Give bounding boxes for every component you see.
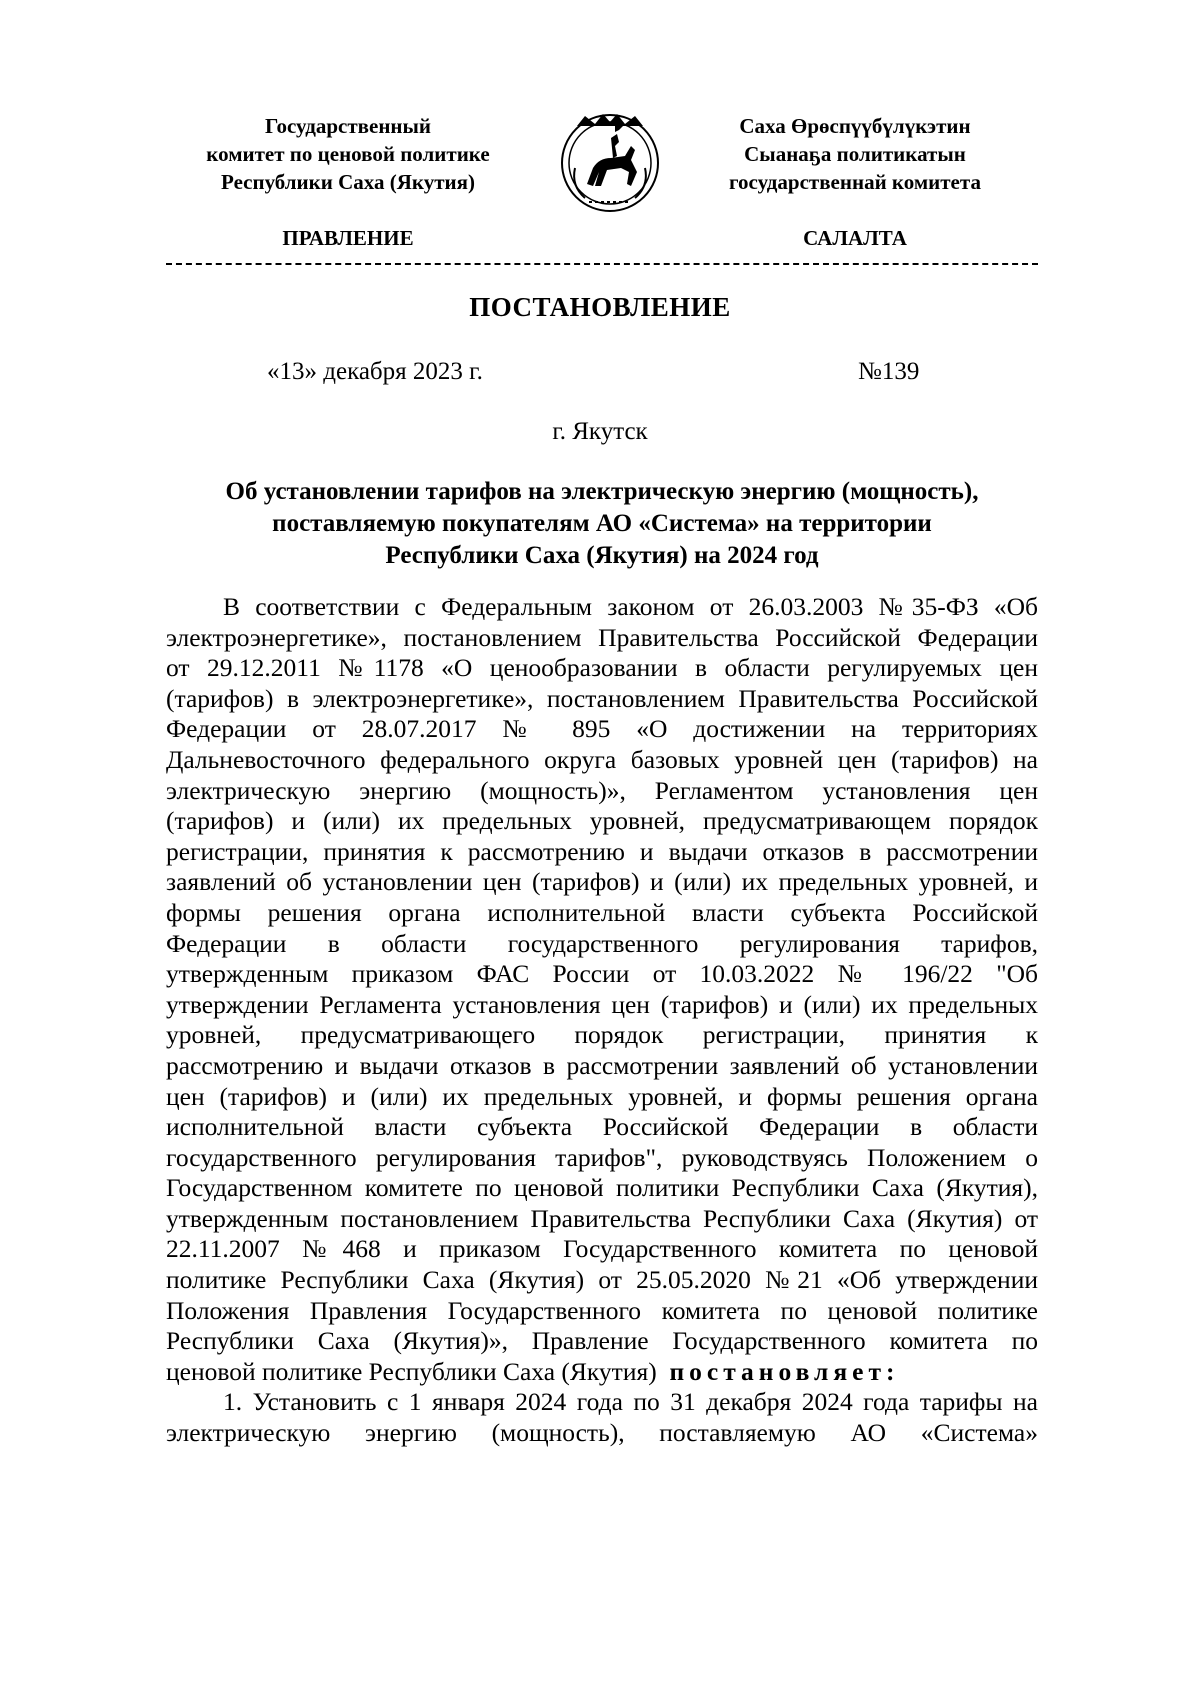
committee-name-line: государственнай комитета: [729, 170, 981, 194]
body-line: уровней, предусматривающего порядок регистрации, принятия к: [166, 1020, 1038, 1050]
body-line: Федерации от 28.07.2017 № 895 «О достижении на территориях: [166, 714, 1038, 744]
body-line: Государственном комитете по ценовой политики Республики Саха (Якутия),: [166, 1173, 1038, 1203]
committee-name-russian: [178, 112, 518, 196]
document-body: [166, 592, 1038, 1449]
document-title: ПОСТАНОВЛЕНИЕ: [469, 292, 731, 322]
document-number: №139: [858, 358, 920, 385]
committee-name-line: Сыанаҕа политикатын: [744, 142, 966, 166]
item-line: 1. Установить с 1 января 2024 года по 31 декабря 2024 года тарифы на: [223, 1387, 1038, 1417]
body-line: Дальневосточного федерального округа базовых уровней цен (тарифов) на: [166, 744, 1038, 774]
body-line: 22.11.2007 №468 и приказом Государственного комитета по ценовой: [166, 1234, 1038, 1264]
subject-line: поставляемую покупателям АО «Система» на территории: [272, 510, 932, 537]
preamble-end: ценовой политике Республики Саха (Якутия): [166, 1356, 657, 1386]
document-city: г. Якутск: [552, 418, 648, 445]
body-line: регистрации, принятия к рассмотрению и выдачи отказов в рассмотрении: [166, 836, 1038, 866]
body-line: (тарифов) в электроэнергетике», постановлением Правительства Российской: [166, 683, 1038, 713]
body-line-resolution: [166, 1357, 1038, 1388]
body-line: государственного регулирования тарифов", руководствуясь Положением о: [166, 1142, 1038, 1172]
coat-of-arms-icon: [555, 106, 665, 216]
document-subject: [166, 476, 1038, 572]
body-line: (тарифов) и (или) их предельных уровней, предусматривающем порядок: [166, 806, 1038, 836]
document-date: «13» декабря 2023 г.: [267, 358, 483, 385]
committee-name-line: комитет по ценовой политике: [206, 142, 490, 166]
body-line: утверждении Регламента установления цен (тарифов) и (или) их предельных: [166, 989, 1038, 1019]
body-line: утвержденным постановлением Правительства Республики Саха (Якутия) от: [166, 1203, 1038, 1233]
committee-name-line: Саха Өрөспүүбүлүкэтин: [739, 114, 971, 138]
body-line: утвержденным приказом ФАС России от 10.03.2022 № 196/22 "Об: [166, 959, 1038, 989]
body-line: рассмотрению и выдачи отказов в рассмотрении заявлений об установлении: [166, 1050, 1038, 1080]
body-line: от 29.12.2011 №1178 «О ценообразовании в области регулируемых цен: [166, 653, 1038, 683]
subject-line: Республики Саха (Якутия) на 2024 год: [385, 542, 819, 569]
board-label-russian: ПРАВЛЕНИЕ: [282, 226, 414, 250]
resolves-word: постановляет:: [669, 1356, 900, 1386]
body-line: цен (тарифов) и (или) их предельных уровней, и формы решения органа: [166, 1081, 1038, 1111]
item-line: электрическую энергию (мощность), поставляемую АО «Система»: [166, 1418, 1038, 1448]
body-line: Положения Правления Государственного комитета по ценовой политике: [166, 1295, 1038, 1325]
header-divider: [166, 249, 1038, 265]
body-line: электроэнергетике», постановлением Правительства Российской Федерации: [166, 622, 1038, 652]
body-line: исполнительной власти субъекта Российской Федерации в области: [166, 1112, 1038, 1142]
committee-name-line: Государственный: [264, 114, 432, 138]
body-line: политике Республики Саха (Якутия) от 25.05.2020 №21 «Об утверждении: [166, 1265, 1038, 1295]
body-line: Республики Саха (Якутия)», Правление Государственного комитета по: [166, 1326, 1038, 1356]
body-line: заявлений об установлении цен (тарифов) и (или) их предельных уровней, и: [166, 867, 1038, 897]
subject-line: Об установлении тарифов на электрическую энергию (мощность),: [225, 478, 979, 505]
body-line: Федерации в области государственного регулирования тарифов,: [166, 928, 1038, 958]
board-label-sakha: САЛАЛТА: [803, 226, 907, 250]
body-line: электрическую энергию (мощность)», Регламентом установления цен: [166, 775, 1038, 805]
body-line: формы решения органа исполнительной власти субъекта Российской: [166, 897, 1038, 927]
body-line: В соответствии с Федеральным законом от 26.03.2003 №35-ФЗ «Об: [223, 592, 1038, 621]
committee-name-line: Республики Саха (Якутия): [221, 170, 475, 194]
committee-name-sakha: [690, 112, 1020, 196]
